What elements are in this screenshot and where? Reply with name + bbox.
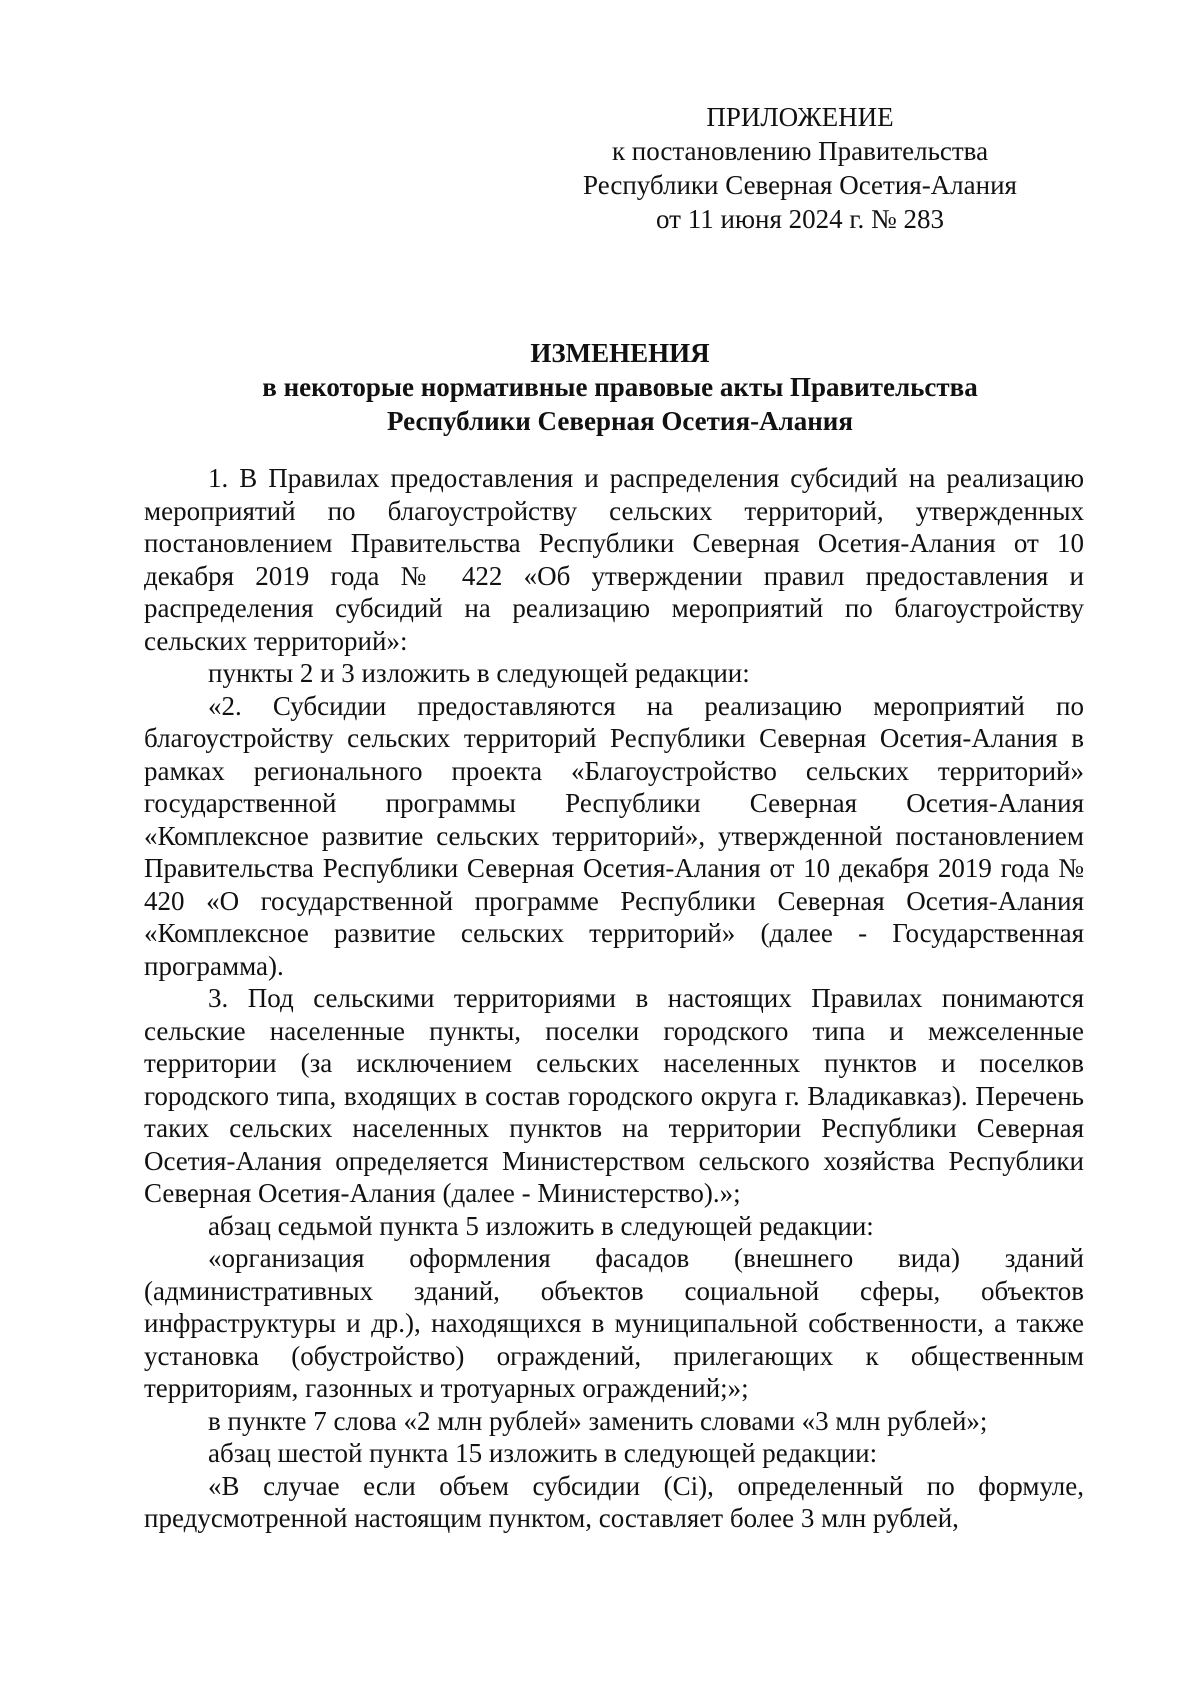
paragraph: 3. Под сельскими территориями в настоящих Правилах понимаются сельские населенные пункты, поселки городского типа и межселенные территории (за исключением сельских населенных пунктов и поселков городского типа, входящих в состав городского округа г. Владикавказ). Перечень таких сельских населенных пунктов на территории Республики Северная Осетия-Алания определяется Министерством сельского хозяйства Республики Северная Осетия-Алания (далее - Министерство).»;	[144, 983, 1084, 1208]
document-title: ИЗМЕНЕНИЯ	[530, 338, 710, 368]
heading-block	[0, 336, 1200, 438]
paragraph: «В случае если объем субсидии (Ci), определенный по формуле, предусмотренной настоящим пунктом, составляет более 3 млн рублей,	[144, 1470, 1084, 1533]
document-subtitle-1: в некоторые нормативные правовые акты Правительства	[262, 372, 978, 402]
paragraph: «организация оформления фасадов (внешнего вида) зданий (административных зданий, объектов социальной сферы, объектов инфраструктуры и др.), находящихся в муниципальной собственности, а также установка (обустройство) ограждений, прилегающих к общественным территориям, газонных и тротуарных ограждений;»;	[144, 1243, 1084, 1403]
appendix-title: ПРИЛОЖЕНИЕ	[706, 102, 894, 132]
paragraph: абзац шестой пункта 15 изложить в следующей редакции:	[208, 1438, 878, 1468]
appendix-line-3: от 11 июня 2024 г. № 283	[656, 204, 944, 234]
appendix-line-2: Республики Северная Осетия-Алания	[583, 170, 1017, 200]
paragraph: «2. Субсидии предоставляются на реализацию мероприятий по благоустройству сельских территорий Республики Северная Осетия-Алания в рамках регионального проекта «Благоустройство сельских территорий» государственной программы Республики Северная Осетия-Алания «Комплексное развитие сельских территорий», утвержденной постановлением Правительства Республики Северная Осетия-Алания от 10 декабря 2019 года № 420 «О государственной программе Республики Северная Осетия-Алания «Комплексное развитие сельских территорий» (далее - Государственная программа).	[144, 690, 1084, 981]
paragraph: в пункте 7 слова «2 млн рублей» заменить словами «3 млн рублей»;	[208, 1405, 988, 1436]
paragraph: абзац седьмой пункта 5 изложить в следующей редакции:	[208, 1210, 874, 1241]
document-subtitle-2: Республики Северная Осетия-Алания	[387, 406, 853, 436]
appendix-block	[560, 100, 1040, 236]
paragraph: пункты 2 и 3 изложить в следующей редакции:	[208, 658, 750, 688]
document-body	[144, 462, 1084, 1535]
appendix-line-1: к постановлению Правительства	[611, 136, 989, 166]
paragraph: 1. В Правилах предоставления и распределения субсидий на реализацию мероприятий по благоустройству сельских территорий, утвержденных постановлением Правительства Республики Северная Осетия-Алания от 10 декабря 2019 года № 422 «Об утверждении правил предоставления и распределения субсидий на реализацию мероприятий по благоустройству сельских территорий»:	[144, 463, 1084, 656]
